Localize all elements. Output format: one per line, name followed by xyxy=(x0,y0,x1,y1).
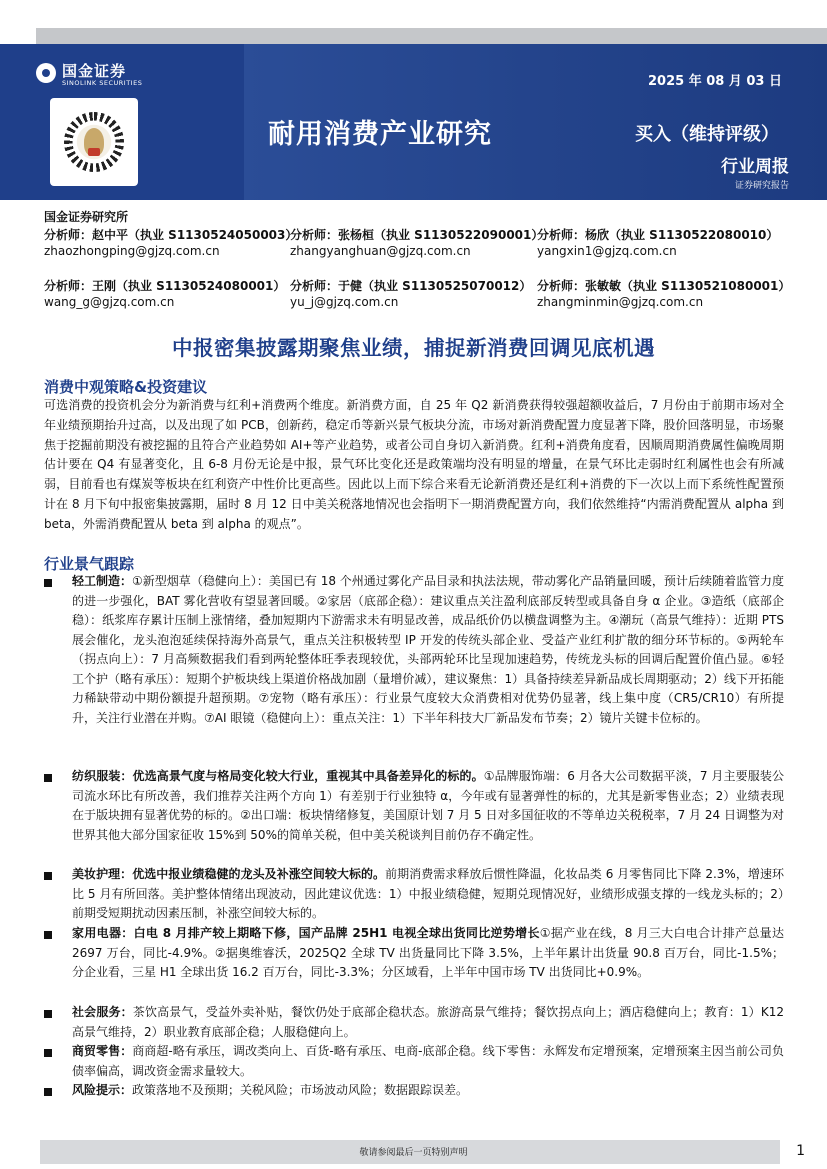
analyst-name: 分析师：张杨桓（执业 S1130522090001） xyxy=(290,228,544,242)
analyst-email[interactable]: yangxin1@gjzq.com.cn xyxy=(537,244,677,258)
list-item xyxy=(72,1003,784,1042)
strategy-paragraph: 可选消费的投资机会分为新消费与红利+消费两个维度。新消费方面，自 25 年 Q2 新消费获得较强超额收益后，7 月份由于前期市场对全年业绩预期抬升过高，以及出现了如 PCB，创新药，稳定币等新兴景气板块分流，市场对新消费配置力度显著下降，股价回落明显，市场聚焦于挖掘前期没有被挖掘的且符合产业趋势如 AI+等产业趋势，或者公司自身切入新消费。红利+消费角度看，因顺周期消费属性偏晚周期估计要在 Q4 有显著变化，且 6-8 月份无论是中报，景气环比变化还是政策端均没有明显的增量，在景气环比走弱时红利属性也会有所减弱，目前看也有煤炭等板块在红利资产中性价比更高些。因此以上而下综合来看无论新消费还是红利+消费的下一次以上而下系统性配置预计在 8 月下旬中报密集披露期，届时 8 月 12 日中美关税落地情况也会指明下一期消费配置方向，我们依然维持“内需消费配置从 alpha 到 beta，外需消费配置从 beta 到 alpha 的观点”。 xyxy=(44,398,784,531)
analyst-email[interactable]: zhangyanghuan@gjzq.com.cn xyxy=(290,244,471,258)
item-lead: 白电 8 月排产较上期略下修，国产品牌 25H1 电视全球出货同比逆势增长 xyxy=(133,926,540,940)
list-item xyxy=(72,1042,784,1081)
list-item xyxy=(72,767,784,845)
report-title: 耐用消费产业研究 xyxy=(268,119,492,150)
item-label: 美妆护理： xyxy=(72,867,133,881)
header-top-band xyxy=(36,28,827,44)
bullet-icon xyxy=(44,1088,52,1096)
report-date: 2025 年 08 月 03 日 xyxy=(648,74,782,89)
bullet-icon xyxy=(44,872,52,880)
analyst-email[interactable]: zhangminmin@gjzq.com.cn xyxy=(537,295,704,309)
analyst-name: 分析师：于健（执业 S1130525070012） xyxy=(290,279,532,293)
item-lead: 优选高景气度与格局变化较大行业，重视其中具备差异化的标的。 xyxy=(132,769,484,783)
item-text: 政策落地不及预期；关税风险；市场波动风险；数据跟踪误差。 xyxy=(132,1083,469,1097)
list-item xyxy=(72,924,784,983)
section-heading: 行业景气跟踪 xyxy=(44,555,135,573)
item-label: 社会服务： xyxy=(72,1005,133,1019)
analyst-name: 分析师：王刚（执业 S1130524080001） xyxy=(44,279,286,293)
page-number: 1 xyxy=(796,1143,805,1159)
qr-code-icon xyxy=(50,98,138,186)
item-label: 商贸零售： xyxy=(72,1044,133,1058)
headline: 中报密集披露期聚焦业绩，捕捉新消费回调见底机遇 xyxy=(172,336,655,360)
logo-icon xyxy=(36,63,56,83)
bullet-icon xyxy=(44,1049,52,1057)
list-item xyxy=(72,865,784,924)
list-item xyxy=(72,1081,784,1101)
item-label: 轻工制造： xyxy=(72,574,133,588)
report-subtype: 证券研究报告 xyxy=(734,181,789,191)
report-type: 行业周报 xyxy=(721,157,789,177)
item-text: 商商超-略有承压，调改类向上、百货-略有承压、电商-底部企稳。线下零售：永辉发布定增预案，定增预案主因当前公司负债率偏高，调改资金需求量较大。 xyxy=(72,1044,784,1078)
bullet-icon xyxy=(44,1010,52,1018)
footer-disclaimer: 敬请参阅最后一页特别声明 xyxy=(359,1148,468,1158)
item-text: ①品牌服饰端：6 月各大公司数据平淡，7 月主要服装公司流水环比有所改善，我们推荐关注两个方向 1）有差别于行业独特 α，今年或有显著弹性的标的，尤其是新零售业态；2）业绩表现在于版块拥有显著优势的标的。②出口端：板块情绪修复，美国原计划 7 月 5 日对多国征收的不等单边关税税率，7 月 24 日调整为对世界其他大部分国家征收 15%到 50%的简单关税，但中美关税谈判目前仍存不确定性。 xyxy=(72,769,784,842)
logo-text: 国金证券 xyxy=(62,62,127,80)
item-text: ①据产业在线，8 月三大白电合计排产总量达 2697 万台，同比-4.9%。②据奥维睿沃，2025Q2 全球 TV 出货量同比下降 3.5%，上半年累计出货量 90.8 百万台，同比-1.5%；分企业看，三星 H1 全球出货 16.2 百万台，同比-3.3%；分区域看，上半年中国市场 TV 出货同比+0.9%。 xyxy=(72,926,784,979)
item-lead: 优选中报业绩稳健的龙头及补涨空间较大标的。 xyxy=(132,867,386,881)
list-item xyxy=(72,572,784,728)
analyst-email[interactable]: yu_j@gjzq.com.cn xyxy=(290,295,399,309)
institute-name: 国金证券研究所 xyxy=(44,210,129,224)
analyst-name: 分析师：杨欣（执业 S1130522080010） xyxy=(537,228,779,242)
item-text: ①新型烟草（稳健向上）：美国已有 18 个州通过雾化产品目录和执法法规，带动雾化产品销量回暖，预计后续随着监管力度的进一步强化，BAT 雾化营收有望显著回暖。②家居（底部企稳）：建议重点关注盈利底部反转型或具备自身 α 企业。③造纸（底部企稳）：纸浆库存累计压制上涨情绪，叠加短期内下游需求未有明显改善，成品纸价仍以横盘调整为主。④潮玩（高景气维持）：近期 PTS 展会催化，龙头泡泡延续保持海外高景气，重点关注积极转型 IP 开发的传统头部企业、受益产业红利扩散的细分环节标的。⑤两轮车（拐点向上）：7 月高频数据我们看到两轮整体旺季表现较优，头部两轮环比呈现加速趋势，传统龙头标的回调后配置价值凸显。⑥轻工个护（略有承压）：短期个护板块线上渠道价格战加剧（量增价减），建议聚焦：1）具备持续差异新品成长周期驱动；2）线下开拓能力稀缺带动中期份额提升超预期。⑦宠物（略有承压）：行业景气度较大众消费相对优势仍显著，线上集中度（CR5/CR10）有所提升，关注行业潜在并购。⑦AI 眼镜（稳健向上）：重点关注：1）下半年科技大厂新品发布节奏；2）镜片关键卡位标的。 xyxy=(72,574,784,725)
analyst-email[interactable]: wang_g@gjzq.com.cn xyxy=(44,295,175,309)
item-text: 前期消费需求释放后惯性降温，化妆品类 6 月零售同比下降 2.3%，增速环比 5 月有所回落。美护整体情绪出现波动，因此建议优选：1）中报业绩稳健，短期兑现情况好，业绩形成强支撑的一线龙头标的；2）前期受短期扰动因素压制，补涨空间较大标的。 xyxy=(72,867,784,920)
analyst-name: 分析师：张敏敏（执业 S1130521080001） xyxy=(537,279,791,293)
bullet-icon xyxy=(44,931,52,939)
logo-subtext: SINOLINK SECURITIES xyxy=(62,79,143,87)
report-header xyxy=(0,0,827,200)
section-heading: 消费中观策略&投资建议 xyxy=(44,378,208,396)
bullet-icon xyxy=(44,579,52,587)
analyst-name: 分析师：赵中平（执业 S1130524050003） xyxy=(44,228,298,242)
analyst-email[interactable]: zhaozhongping@gjzq.com.cn xyxy=(44,244,220,258)
bullet-icon xyxy=(44,774,52,782)
item-text: 茶饮高景气，受益外卖补贴，餐饮仍处于底部企稳状态。旅游高景气维持；餐饮拐点向上；酒店稳健向上；教育：1）K12 高景气维持，2）职业教育底部企稳；人服稳健向上。 xyxy=(72,1005,784,1039)
rating: 买入（维持评级） xyxy=(635,124,779,145)
item-label: 风险提示： xyxy=(72,1083,133,1097)
item-label: 家用电器： xyxy=(72,926,134,940)
item-label: 纺织服装： xyxy=(72,769,133,783)
